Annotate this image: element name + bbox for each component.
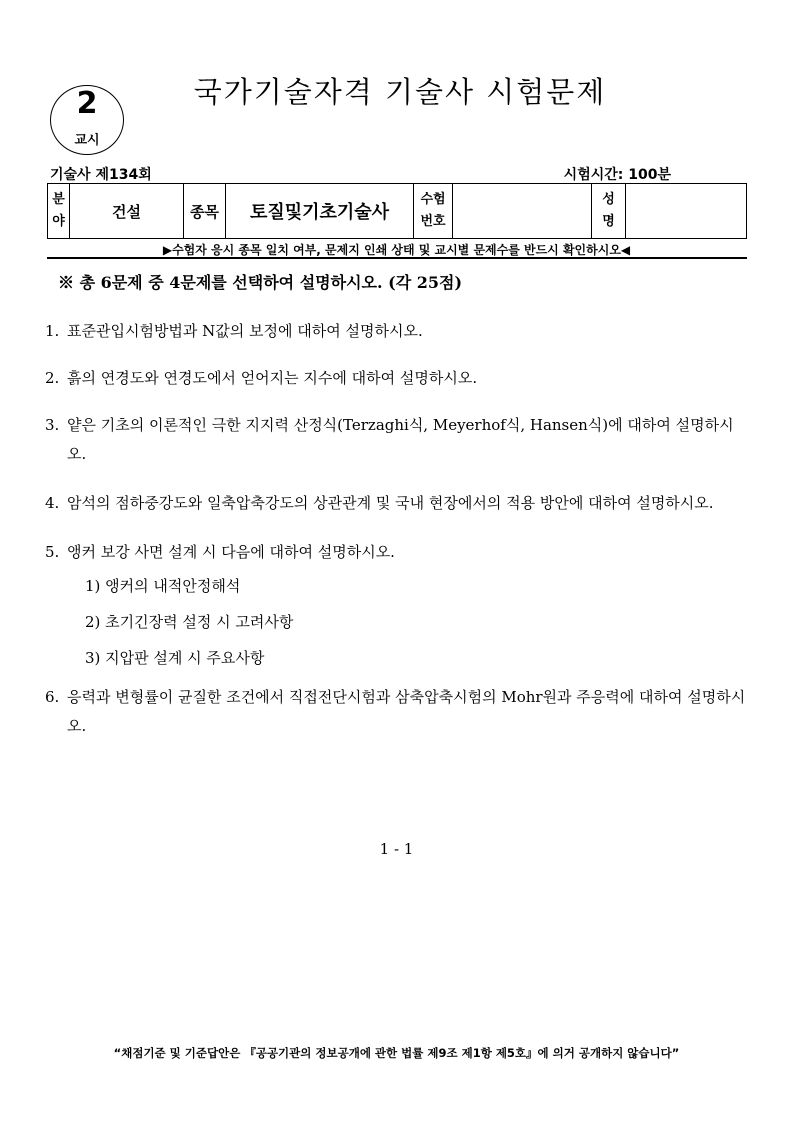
question-item [45, 489, 750, 518]
question-number: 4. [45, 494, 60, 512]
question-text: 암석의 점하중강도와 일축압축강도의 상관관계 및 국내 현장에서의 적용 방안에 대하여 설명하시오. [67, 494, 714, 512]
sub-item: 3) 지압판 설계 시 주요사항 [85, 649, 265, 667]
check-notice: ▶수험자 응시 종목 일치 여부, 문제지 인쇄 상태 및 교시별 문제수를 반드시 확인하시오◀ [162, 243, 631, 257]
name-label: 성 명 [592, 184, 626, 239]
subject-label: 종목 [184, 184, 226, 239]
session-label: 교시 [74, 133, 100, 148]
question-number: 5. [45, 543, 60, 561]
question-item [45, 364, 750, 393]
sub-item-list [67, 575, 750, 669]
question-item [45, 538, 750, 669]
question-number: 1. [45, 322, 60, 340]
exam-info-table [47, 183, 747, 239]
exam-number-field[interactable] [453, 184, 592, 239]
session-number: 2 [76, 86, 98, 121]
name-field[interactable] [626, 184, 747, 239]
field-label: 분 야 [48, 184, 70, 239]
question-number: 3. [45, 416, 60, 434]
question-list [45, 317, 750, 741]
question-text: 흙의 연경도와 연경도에서 얻어지는 지수에 대하여 설명하시오. [67, 369, 478, 387]
question-item [45, 317, 750, 346]
question-text: 응력과 변형률이 균질한 조건에서 직접전단시험과 삼축압축시험의 Mohr원과 주응력에 대하여 설명하시오. [67, 688, 746, 735]
page-number: 1 - 1 [379, 840, 414, 858]
divider [47, 257, 747, 259]
exam-title: 국가기술자격 기술사 시험문제 [193, 75, 607, 109]
question-text: 얕은 기초의 이론적인 극한 지지력 산정식(Terzaghi식, Meyerhof식, Hansen식)에 대하여 설명하시오. [67, 416, 734, 463]
question-number: 2. [45, 369, 60, 387]
field-value: 건설 [70, 184, 184, 239]
question-text: 앵커 보강 사면 설계 시 다음에 대하여 설명하시오. [67, 543, 395, 561]
exam-round: 기술사 제134회 [50, 167, 152, 183]
sub-item: 2) 초기긴장력 설정 시 고려사항 [85, 613, 294, 631]
question-text: 표준관입시험방법과 N값의 보정에 대하여 설명하시오. [67, 322, 423, 340]
exam-number-label: 수험 번호 [414, 184, 453, 239]
question-item [45, 411, 750, 469]
time-limit: 시험시간: 100분 [563, 167, 671, 183]
session-badge [50, 85, 124, 155]
question-item [45, 683, 750, 741]
footer-note: “채점기준 및 기준답안은 『공공기관의 정보공개에 관한 법률 제9조 제1항 제5호』에 의거 공개하지 않습니다” [113, 1046, 680, 1060]
subject-value: 토질및기초기술사 [226, 184, 414, 239]
instruction: ※ 총 6문제 중 4문제를 선택하여 설명하시오. (각 25점) [58, 273, 463, 292]
question-number: 6. [45, 688, 60, 706]
sub-item: 1) 앵커의 내적안정해석 [85, 577, 241, 595]
